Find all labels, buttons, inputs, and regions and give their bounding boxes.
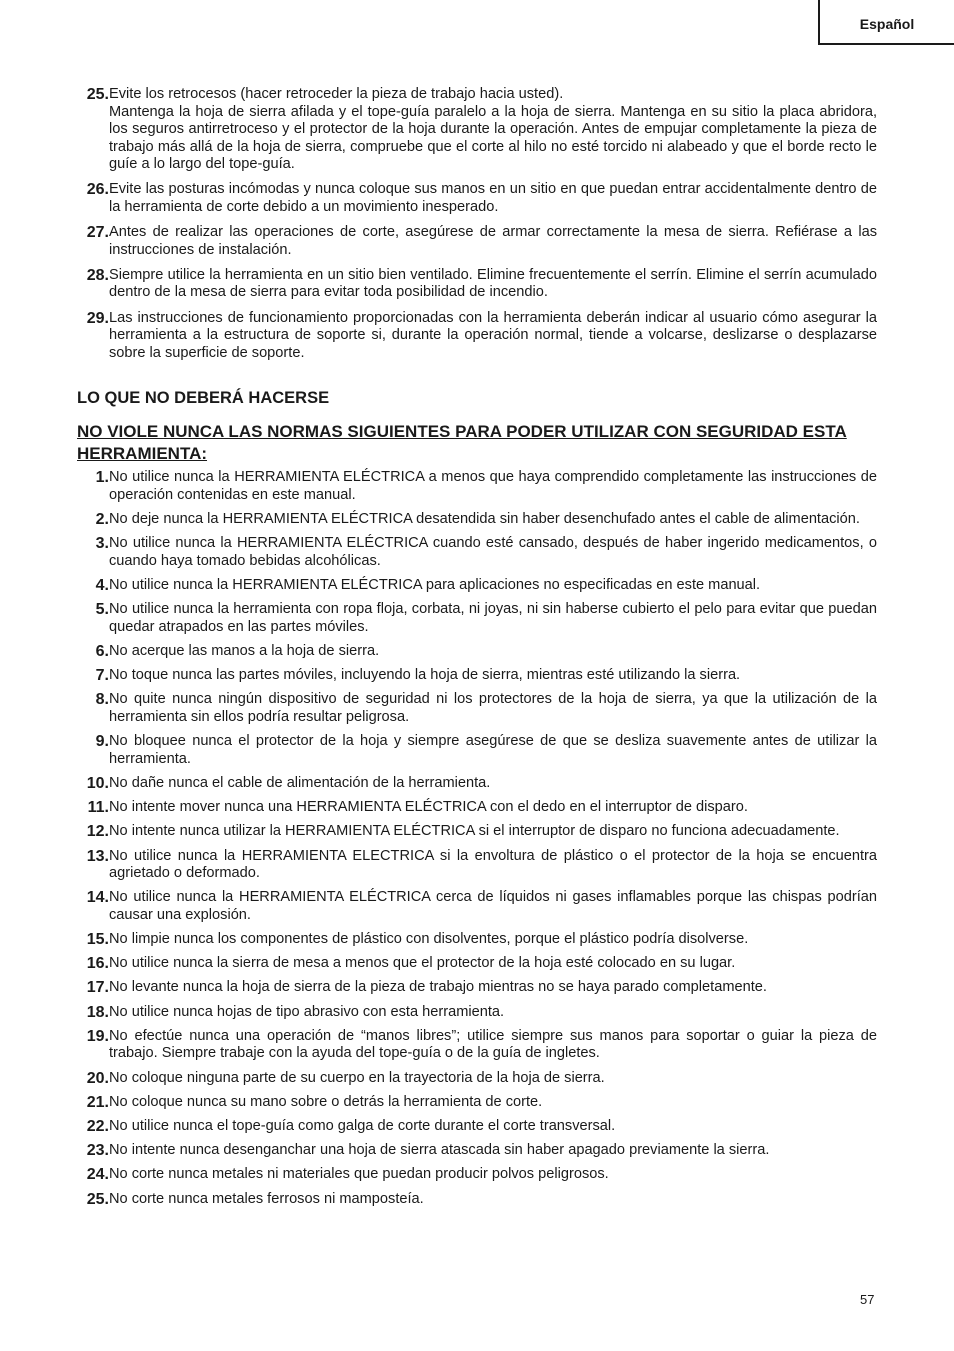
item-number: 1.	[95, 469, 109, 487]
item-text: No utilice nunca la sierra de mesa a menos que el protector de la hoja esté colocado en su lugar.	[109, 955, 736, 972]
item-text: No dañe nunca el cable de alimentación de la herramienta.	[109, 774, 491, 791]
item-number: 10.	[86, 774, 109, 792]
item-number: 9.	[95, 733, 109, 751]
item-text: No intente nunca utilizar la HERRAMIENTA ELÉCTRICA si el interruptor de disparo no funciona adecuadamente.	[109, 823, 840, 840]
item-number: 26.	[86, 181, 109, 199]
item-text: No intente mover nunca una HERRAMIENTA ELÉCTRICA con el dedo en el interruptor de disparo.	[109, 799, 748, 816]
item-text: No bloquee nunca el protector de la hoja y siempre asegúrese de que se desliza suavemente antes de utilizar la herramienta.	[109, 733, 877, 767]
item-number: 25.	[86, 86, 109, 103]
list-item	[77, 1070, 877, 1088]
item-number: 3.	[95, 535, 109, 553]
item-number: 19.	[86, 1027, 109, 1045]
item-text	[109, 181, 877, 216]
item-text: No toque nunca las partes móviles, incluyendo la hoja de sierra, mientras esté utilizando la sierra.	[109, 667, 741, 684]
list-item	[77, 848, 877, 883]
item-text: No utilice nunca la HERRAMIENTA ELÉCTRICA a menos que haya comprendido completamente las instrucciones de operación contenidas en este manual.	[109, 469, 877, 503]
item-number: 5.	[95, 601, 109, 619]
language-label: Español	[859, 15, 915, 32]
item-text: No utilice nunca el tope-guía como galga de corte durante el corte transversal.	[109, 1118, 616, 1134]
list-item	[77, 979, 877, 997]
item-number: 18.	[86, 1003, 109, 1021]
list-item	[77, 267, 877, 302]
language-tab	[818, 0, 954, 45]
item-number: 6.	[95, 643, 109, 661]
donts-list	[77, 469, 877, 1208]
item-paragraph: Evite las posturas incómodas y nunca coloque sus manos en un sitio en que puedan entrar accidentalmente dentro de la herramienta de corte debido a un movimiento inesperado.	[109, 181, 877, 216]
item-paragraph: Siempre utilice la herramienta en un sitio bien ventilado. Elimine frecuentemente el serrín. Elimine el serrín acumulado dentro de la mesa de sierra para evitar toda posibilidad de incendio.	[109, 266, 877, 301]
section-title: LO QUE NO DEBERÁ HACERSE	[77, 389, 330, 408]
item-number: 2.	[95, 511, 109, 529]
list-item	[77, 577, 877, 595]
list-item	[77, 1118, 877, 1136]
list-item	[77, 601, 877, 636]
item-text: No corte nunca metales ferrosos ni mamposteía.	[109, 1190, 424, 1207]
list-item	[77, 931, 877, 949]
continued-list	[77, 86, 877, 362]
list-item	[77, 823, 877, 841]
item-text: No efectúe nunca una operación de “manos libres”; utilice siempre sus manos para soportar o guiar la pieza de trabajo. Siempre trabaje con la ayuda del tope-guía o de la guía de ingletes.	[109, 1027, 877, 1062]
item-paragraph: Evite los retrocesos (hacer retroceder la pieza de trabajo hacia usted).	[109, 86, 564, 102]
item-text: No limpie nunca los componentes de plástico con disolventes, porque el plástico podría disolverse.	[109, 931, 749, 948]
item-number: 25.	[86, 1190, 109, 1208]
item-number: 21.	[86, 1093, 109, 1111]
list-item	[77, 799, 877, 817]
list-item	[77, 1142, 877, 1160]
list-item	[77, 86, 877, 174]
item-number: 12.	[86, 823, 109, 841]
item-text	[109, 267, 877, 302]
item-text	[109, 224, 877, 259]
item-text: No levante nunca la hoja de sierra de la pieza de trabajo mientras no se haya parado completamente.	[109, 979, 767, 996]
list-item	[77, 889, 877, 924]
list-item	[77, 667, 877, 685]
page-number: 57	[860, 1292, 875, 1307]
item-number: 8.	[95, 691, 109, 709]
item-number: 17.	[86, 979, 109, 997]
item-text: No intente nunca desenganchar una hoja de sierra atascada sin haber apagado previamente la sierra.	[109, 1142, 770, 1159]
list-item	[77, 775, 877, 793]
list-item	[77, 1094, 877, 1112]
item-text: No utilice nunca la HERRAMIENTA ELÉCTRICA para aplicaciones no especificadas en este manual.	[109, 577, 761, 594]
item-number: 16.	[86, 955, 109, 973]
item-text	[109, 86, 877, 174]
list-item	[77, 955, 877, 973]
item-paragraph: Mantenga la hoja de sierra afilada y el tope-guía paralelo a la hoja de sierra. Mantenga en su sitio la placa abridora, los seguros antirretroceso y el protector de la hoja durante la operación. Antes de empujar completamente la pieza de trabajo más allá de la hoja de sierra, compruebe que el corte al hilo no esté torcido ni alabeado y que el borde recto le guíe a lo largo del tope-guía.	[109, 103, 877, 173]
item-paragraph: Las instrucciones de funcionamiento proporcionadas con la herramienta deberán indicar al usuario cómo asegurar la herramienta a la estructura de soporte si, durante la operación normal, tiende a volcarse, deslizarse o desplazarse sobre la superficie de soporte.	[109, 309, 877, 361]
item-text: No acerque las manos a la hoja de sierra.	[109, 643, 380, 660]
list-item	[77, 181, 877, 216]
list-item	[77, 469, 877, 504]
list-item	[77, 511, 877, 529]
item-number: 28.	[86, 266, 109, 284]
item-text	[109, 310, 877, 363]
list-item	[77, 310, 877, 363]
list-item	[77, 1028, 877, 1063]
item-text: No utilice nunca la HERRAMIENTA ELECTRICA si la envoltura de plástico o el protector de la hoja se encuentra agrietado o deformado.	[109, 847, 877, 882]
item-text: No corte nunca metales ni materiales que puedan producir polvos peligrosos.	[109, 1166, 609, 1183]
page-content	[77, 86, 877, 1215]
item-number: 23.	[86, 1142, 109, 1160]
item-text: No coloque nunca su mano sobre o detrás la herramienta de corte.	[109, 1093, 543, 1110]
item-number: 22.	[86, 1118, 109, 1135]
item-text: No deje nunca la HERRAMIENTA ELÉCTRICA desatendida sin haber desenchufado antes el cable de alimentación.	[109, 511, 860, 528]
item-number: 15.	[86, 931, 109, 949]
list-item	[77, 1166, 877, 1184]
list-item	[77, 1191, 877, 1209]
item-number: 20.	[86, 1069, 109, 1087]
item-number: 24.	[86, 1166, 109, 1184]
item-number: 14.	[86, 889, 109, 907]
item-number: 13.	[86, 847, 109, 865]
item-text: No utilice nunca la HERRAMIENTA ELÉCTRICA cerca de líquidos ni gases inflamables porque las chispas podrían causar una explosión.	[109, 889, 877, 923]
list-item	[77, 691, 877, 726]
list-item	[77, 733, 877, 768]
item-text: No utilice nunca la herramienta con ropa floja, corbata, ni joyas, ni sin haberse cubierto el pelo para evitar que puedan quedar atrapados en las partes móviles.	[109, 601, 877, 635]
item-number: 11.	[87, 799, 109, 817]
list-item	[77, 535, 877, 570]
section-subtitle: NO VIOLE NUNCA LAS NORMAS SIGUIENTES PARA PODER UTILIZAR CON SEGURIDAD ESTA HERRAMIENTA:	[77, 422, 847, 464]
item-number: 4.	[95, 577, 109, 595]
item-number: 7.	[95, 667, 109, 685]
item-number: 29.	[86, 309, 109, 327]
item-text: No utilice nunca hojas de tipo abrasivo con esta herramienta.	[109, 1003, 505, 1020]
list-item	[77, 1004, 877, 1022]
item-text: No quite nunca ningún dispositivo de seguridad ni los protectores de la hoja de sierra, ya que la utilización de la herramienta sin ellos podría resultar peligrosa.	[109, 691, 877, 725]
list-item	[77, 224, 877, 259]
list-item	[77, 643, 877, 661]
item-number: 27.	[86, 224, 109, 242]
item-text: No utilice nunca la HERRAMIENTA ELÉCTRICA cuando esté cansado, después de haber ingerido medicamentos, o cuando haya tomado bebidas alcohólicas.	[109, 535, 877, 569]
item-text: No coloque ninguna parte de su cuerpo en la trayectoria de la hoja de sierra.	[109, 1069, 605, 1086]
item-paragraph: Antes de realizar las operaciones de corte, asegúrese de armar correctamente la mesa de sierra. Refiérase a las instrucciones de instalación.	[109, 224, 877, 258]
